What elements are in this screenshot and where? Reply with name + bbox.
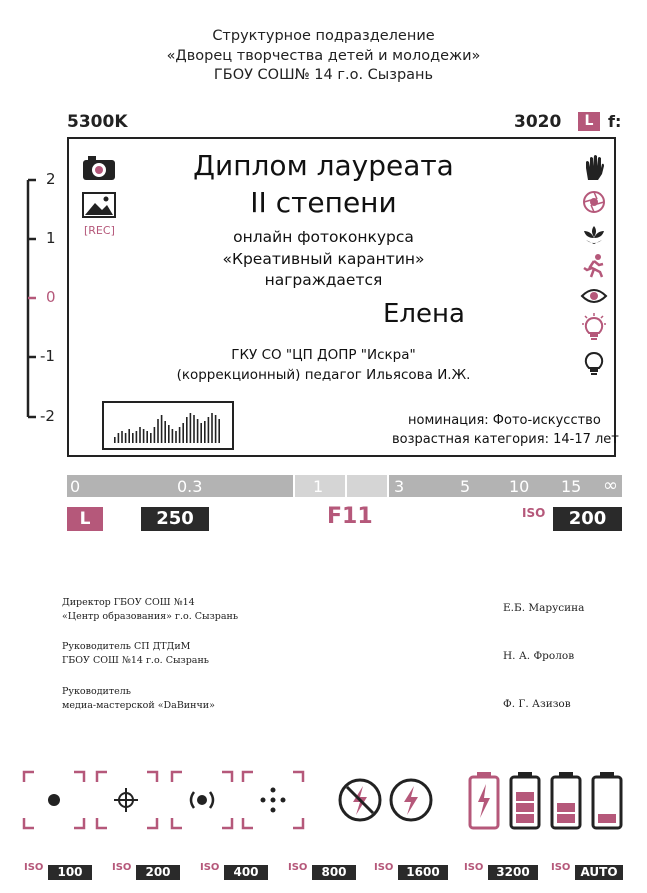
histogram-bar [136,431,138,443]
spot-focus-icon [22,770,86,834]
histogram-bar [193,415,195,443]
bulb-bright-icon [580,313,608,347]
histogram-bars [104,403,232,448]
histogram-bar [146,431,148,443]
histogram-bar [182,423,184,443]
iso-value: AUTO [575,865,623,880]
histogram-bar [211,413,213,443]
scale-label: ∞ [603,475,618,496]
ev-label: -2 [40,407,55,425]
iso-word: ISO [288,862,308,873]
iso-word: ISO [200,862,220,873]
header-line-1: Структурное подразделение [212,28,435,44]
flash-on-icon [388,777,434,827]
histogram-bar [175,431,177,443]
signature-role-line: ГБОУ СОШ №14 г.о. Сызрань [62,655,209,666]
battery-charging-icon [468,770,500,834]
white-balance: 5300K [67,112,128,132]
cross-focus-icon [95,770,159,834]
scale-segment-mid2 [347,475,387,497]
signature-role-line: Директор ГБОУ СОШ №14 [62,597,195,608]
scale-segment-right [389,475,622,497]
histogram-bar [139,427,141,443]
ev-label: 1 [46,229,56,247]
histogram-bar [200,423,202,443]
scale-label: 3 [394,477,405,496]
iso-value: 400 [224,865,268,880]
histogram-bar [132,433,134,443]
recipient-name: Елена [383,299,465,329]
iso-value: 100 [48,865,92,880]
signature-role [62,596,238,624]
battery-half-icon [550,770,582,834]
histogram-bar [168,425,170,443]
header-line-3: ГБОУ СОШ№ 14 г.о. Сызрань [213,67,434,83]
battery-low-icon [591,770,623,834]
battery-full-icon [509,770,541,834]
signature-role [62,640,209,668]
histogram-bar [128,429,130,443]
scale-label: 0 [70,477,81,496]
histogram-bar [118,433,120,443]
histogram [102,401,234,450]
header-line-2: «Дворец творчества детей и молодежи» [166,48,481,64]
iso-word: ISO [24,862,44,873]
iso-word: ISO [464,862,484,873]
histogram-bar [161,415,163,443]
ev-label: 2 [46,170,56,188]
signature-name: Н. А. Фролов [503,650,575,662]
diploma-subtitle: онлайн фотоконкурса [233,228,414,246]
histogram-bar [208,417,210,443]
awarded-label: награждается [264,271,383,289]
diploma-degree: II степени [250,186,397,219]
flash-off-icon [337,777,383,827]
histogram-bar [197,419,199,443]
quality-badge: L [578,112,600,131]
contest-name: «Креативный карантин» [222,250,425,268]
iso-word: ISO [551,862,571,873]
iso-value: 800 [312,865,356,880]
iso-value: 200 [136,865,180,880]
nomination: номинация: Фото-искусство [408,413,601,428]
shot-count: 3020 [514,112,562,132]
teacher: (коррекционный) педагог Ильясова И.Ж. [176,367,471,383]
signature-role-line: медиа-мастерской «DaВинчи» [62,700,215,711]
age-category: возрастная категория: 14-17 лет [392,432,619,447]
signature-role-line: Руководитель СП ДТДиМ [62,641,191,652]
shutter-speed: 250 [141,507,209,531]
ev-label: -1 [40,347,55,365]
histogram-bar [172,429,174,443]
histogram-bar [114,437,116,443]
scale-label: 15 [561,477,582,496]
signature-name: Ф. Г. Азизов [503,698,571,710]
histogram-bar [190,413,192,443]
diploma-title: Диплом лауреата [193,149,454,182]
histogram-bar [164,421,166,443]
signature-role-line: «Центр образования» г.о. Сызрань [62,611,239,622]
signature-name: Е.Б. Марусина [503,602,585,614]
histogram-bar [157,419,159,443]
histogram-bar [218,419,220,443]
iso-setting: 200 [553,507,622,531]
iso-word: ISO [112,862,132,873]
histogram-bar [179,427,181,443]
iso-value: 3200 [488,865,538,880]
organization: ГКУ СО "ЦП ДОПР "Искра" [231,347,416,363]
multi-focus-icon [241,770,305,834]
histogram-bar [143,429,145,443]
histogram-bar [204,421,206,443]
iso-word: ISO [374,862,394,873]
histogram-bar [215,415,217,443]
aperture-value: F11 [327,504,373,529]
center-focus-icon [170,770,234,834]
scale-label: 5 [460,477,471,496]
histogram-bar [154,427,156,443]
histogram-bar [121,431,123,443]
rec-indicator: [REC] [84,224,115,237]
scale-label: 0.3 [177,477,203,496]
f-label: f: [608,112,622,131]
ev-label: 0 [46,288,56,306]
signature-role [62,685,215,713]
scale-label: 1 [313,477,324,496]
quality-setting: L [67,507,103,531]
scale-label: 10 [509,477,530,496]
signature-role-line: Руководитель [62,686,131,697]
histogram-bar [125,433,127,443]
histogram-bar [186,417,188,443]
histogram-bar [150,433,152,443]
eye-icon [580,287,608,309]
iso-label: ISO [522,506,546,520]
iso-value: 1600 [398,865,448,880]
